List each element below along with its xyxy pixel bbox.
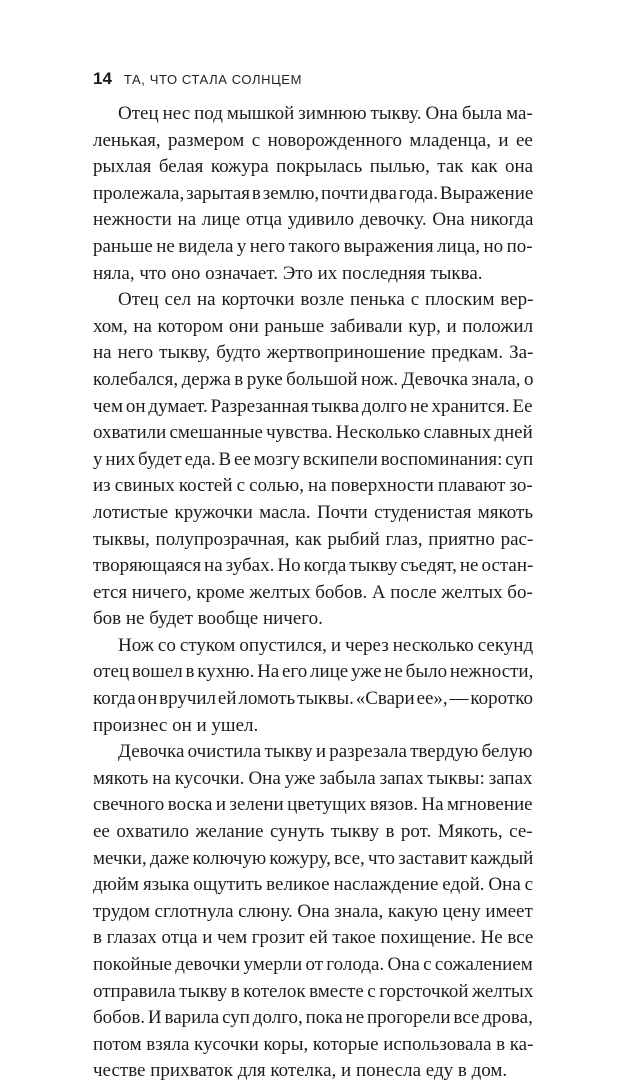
text-line: у них будет еда. В ее мозгу вскипели воспоминания: суп (93, 448, 534, 470)
text-line: мечки, даже колючую кожуру, все, что заставит каждый (93, 847, 534, 869)
body-text (93, 101, 533, 1085)
text-line: дюйм языка ощутить великое наслаждение едой. Она с (93, 874, 534, 896)
page-number: 14 (93, 69, 112, 88)
text-line: охватили смешанные чувства. Несколько славных дней (93, 422, 533, 444)
text-line: ется ничего, кроме желтых бобов. А после желтых бо- (93, 581, 533, 603)
text-line: нежности на лице отца удивило девочку. Она никогда (93, 209, 534, 231)
text-line: тыквы, полупрозрачная, как рыбий глаз, приятно рас- (93, 528, 534, 550)
running-header (93, 69, 533, 93)
text-line: потом взяла кусочки коры, которые использовала в ка- (93, 1033, 534, 1055)
text-line: пролежала, зарытая в землю, почти два года. Выражение (93, 182, 534, 204)
text-line: хом, на котором они раньше забивали кур, и положил (93, 315, 534, 337)
text-line: няла, что оно означает. Это их последняя тыква. (93, 262, 483, 284)
text-line: отправила тыкву в котелок вместе с горсточкой желтых (93, 980, 534, 1002)
text-line: мякоть на кусочки. Она уже забыла запах тыквы: запах (93, 767, 533, 789)
text-line: рыхлая белая кожура покрылась пылью, так как она (93, 156, 534, 178)
text-line: колебался, держа в руке большой нож. Девочка знала, о (93, 368, 534, 390)
text-line: честве прихваток для котелка, и понесла еду в дом. (93, 1060, 508, 1082)
text-line: раньше не видела у него такого выражения лица, но по- (93, 235, 533, 257)
text-line: Отец нес под мышкой зимнюю тыкву. Она была ма- (118, 103, 533, 124)
text-line: трудом сглотнула слюну. Она знала, какую цену имеет (93, 900, 533, 922)
text-line: произнес он и ушел. (93, 714, 259, 736)
text-line: ленькая, размером с новорожденного младенца, и ее (93, 129, 533, 151)
text-line: бов не будет вообще ничего. (93, 608, 323, 630)
text-line: бобов. И варила суп долго, пока не прогорели все дрова, (93, 1007, 533, 1029)
text-line: отец вошел в кухню. На его лице уже не было нежности, (93, 661, 534, 683)
text-line: Нож со стуком опустился, и через несколько секунд (118, 634, 534, 656)
text-line: свечного воска и зелени цветущих вязов. На мгновение (93, 794, 533, 816)
text-line: на него тыкву, будто жертвоприношение предкам. За- (93, 342, 534, 364)
text-line: из свиных костей с солью, на поверхности плавают зо- (93, 475, 533, 497)
text-line: в глазах отца и чем грозит ей такое похищение. Не все (93, 927, 534, 949)
text-line: покойные девочки умерли от голода. Она с сожалением (93, 954, 533, 975)
text-line: когда он вручил ей ломоть тыквы. «Свари ее», — коротко (93, 688, 533, 710)
text-line: Девочка очистила тыкву и разрезала твердую белую (118, 741, 533, 763)
text-line: лотистые кружочки масла. Почти студенистая мякоть (93, 501, 534, 523)
text-line: ее охватило желание сунуть тыкву в рот. Мякоть, се- (93, 821, 533, 843)
text-line: творяющаяся на зубах. Но когда тыкву съедят, не остан- (93, 555, 534, 577)
text-line: Отец сел на корточки возле пенька с плоским вер- (118, 289, 534, 311)
text-line: чем он думает. Разрезанная тыква долго не хранится. Ее (93, 395, 533, 417)
book-title: ТА, ЧТО СТАЛА СОЛНЦЕМ (123, 72, 303, 87)
